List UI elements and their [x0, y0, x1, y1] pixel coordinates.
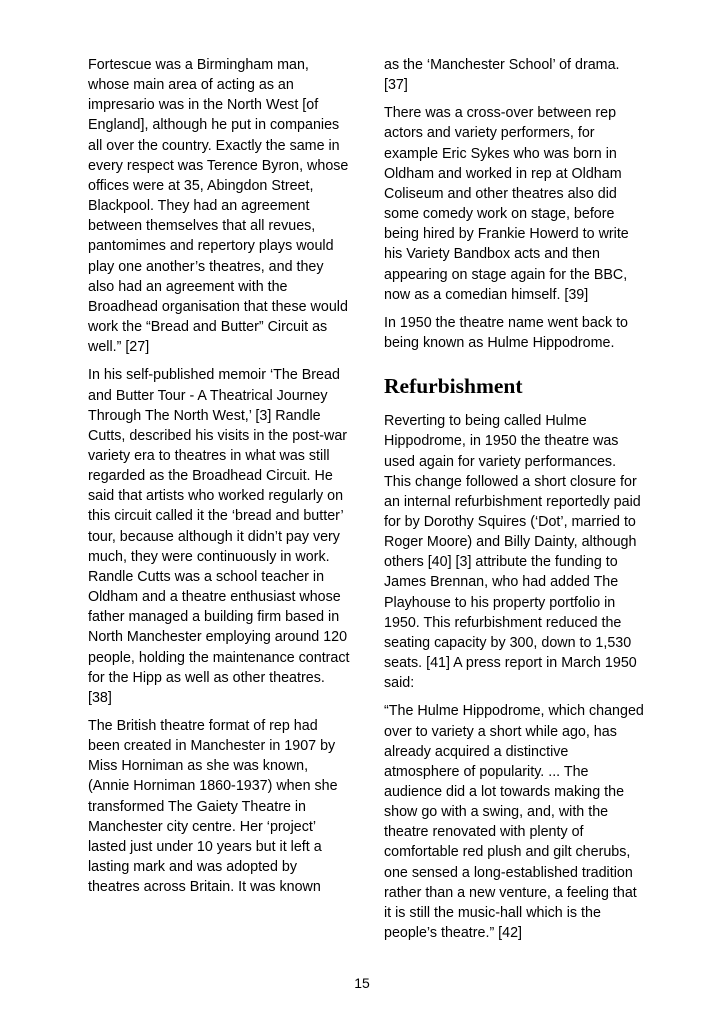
paragraph-name-change-1950: In 1950 the theatre name went back to being known as Hulme Hippodrome. — [384, 314, 629, 352]
paragraph-manchester-school: as the ‘Manchester School’ of drama. [37] — [384, 57, 620, 94]
left-column — [88, 55, 350, 905]
paragraph-rep-variety-crossover: There was a cross-over between rep actors and variety performers, for example Eric Sykes who was born in Oldham and worked in rep at Oldham Coliseum and other theatres also did some comedy work on stage, before being hired by Frankie Howerd to write his Variety Bandbox acts and then appearing on stage again for the BBC, now as a comedian himself. [39] — [384, 105, 629, 303]
page-number: 15 — [354, 975, 370, 991]
paragraph-fortescue: Fortescue was a Birmingham man, whose main area of acting as an impresario was in the North West [of England], although he put in companies all over the country. Exactly the same in every respect was Terence Byron, whose offices were at 35, Abingdon Street, Blackpool. They had an agreement between themselves that all revues, pantomimes and repertory plays would play one another’s theatres, and they also had an agreement with the Broadhead organisation that these would work the “Bread and Butter” Circuit as well.” [27] — [88, 57, 349, 356]
section-heading-refurbishment: Refurbishment — [384, 374, 523, 399]
paragraph-press-report-quote: “The Hulme Hippodrome, which changed over to variety a short while ago, has already acquired a distinctive atmosphere of popularity. ... The audience did a lot towards making the show go with a swing, and, with the theatre renovated with plenty of comfortable red plush and gilt cherubs, one sensed a long-established tradition rather than a new venture, a feeling that it is still the music-hall which is the people’s theatre.” [42] — [384, 703, 644, 942]
right-column — [384, 55, 646, 951]
paragraph-refurbishment-details: Reverting to being called Hulme Hippodrome, in 1950 the theatre was used again for variety performances. This change followed a short closure for an internal refurbishment reportedly paid for by Dorothy Squires (‘Dot’, married to Roger Moore) and Billy Dainty, although others [40] [3] attribute the funding to James Brennan, who had added The Playhouse to his property portfolio in 1950. This refurbishment reduced the seating capacity by 300, down to 1,530 seats. [41] A press report in March 1950 said: — [384, 413, 641, 692]
paragraph-bread-and-butter-tour: In his self-published memoir ‘The Bread and Butter Tour - A Theatrical Journey Through The North West,’ [3] Randle Cutts, described his visits in the post-war variety era to theatres in what was still regarded as the Broadhead Circuit. He said that artists who worked regularly on this circuit called it the ‘bread and butter’ tour, because although it didn’t pay very much, they were continuously in work. Randle Cutts was a school teacher in Oldham and a theatre enthusiast whose father managed a building firm based in North Manchester employing around 120 people, holding the maintenance contract for the Hipp as well as other theatres. [38] — [88, 367, 350, 706]
paragraph-british-rep-format: The British theatre format of rep had been created in Manchester in 1907 by Miss Horniman as she was known, (Annie Horniman 1860-1937) when she transformed The Gaiety Theatre in Manchester city centre. Her ‘project’ lasted just under 10 years but it left a lasting mark and was adopted by theatres across Britain. It was known — [88, 718, 338, 896]
